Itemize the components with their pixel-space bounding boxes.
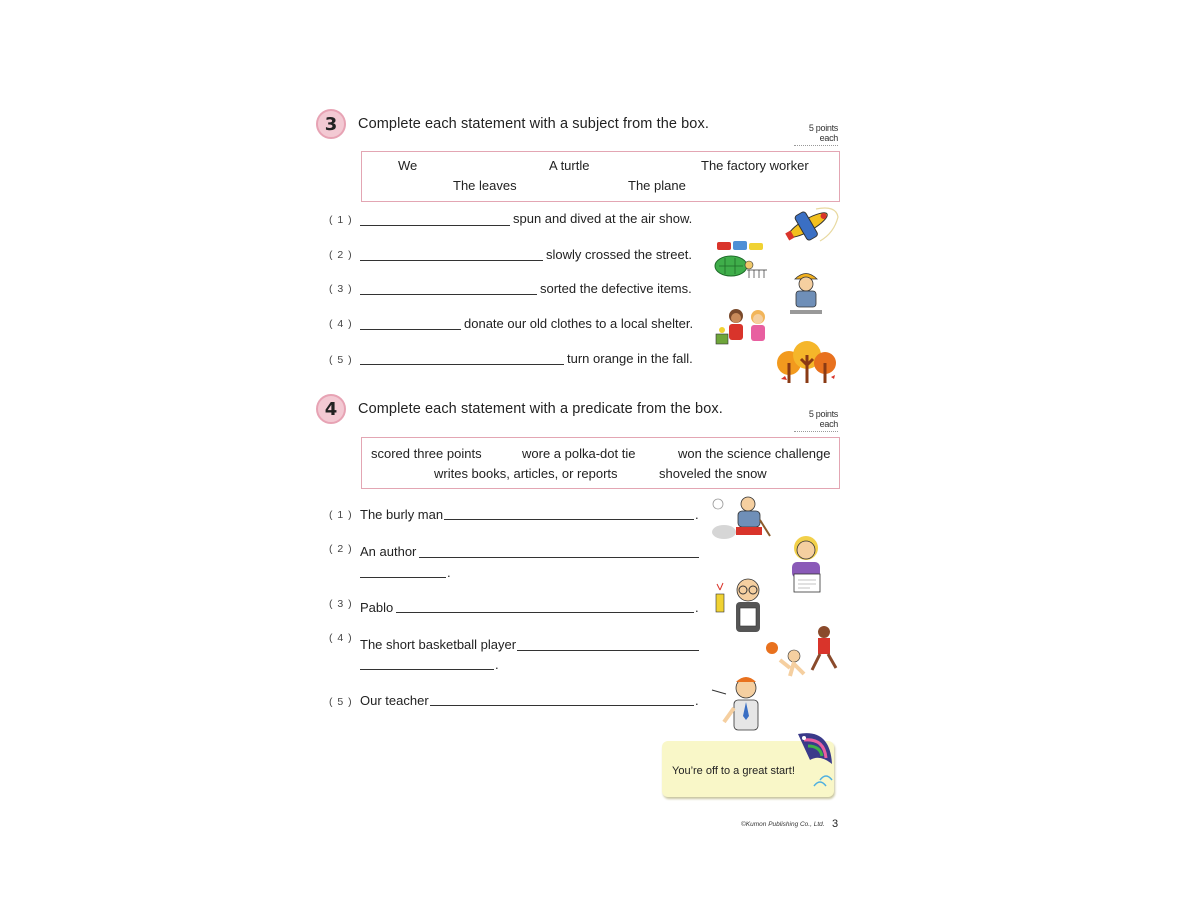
answer-blank[interactable] — [517, 650, 699, 651]
period: . — [447, 565, 451, 580]
question-number: ( 1 ) — [329, 509, 353, 521]
question-number: ( 4 ) — [329, 632, 353, 644]
box-word: We — [398, 158, 418, 173]
question-text: The burly man — [360, 507, 444, 522]
question-text: Pablo — [360, 600, 394, 615]
period: . — [695, 507, 699, 522]
author-illustration — [784, 532, 828, 596]
teacher-with-pointer-illustration — [708, 674, 768, 736]
period: . — [495, 657, 499, 672]
question-number: ( 5 ) — [329, 354, 353, 366]
predicate-word-box — [361, 437, 840, 489]
fish-mascot-illustration — [790, 724, 838, 800]
snow-shoveling-man-illustration — [708, 494, 774, 544]
box-word: wore a polka-dot tie — [522, 446, 636, 461]
question-text: donate our old clothes to a local shelter. — [464, 316, 694, 331]
answer-blank[interactable] — [360, 329, 461, 330]
box-word: A turtle — [549, 158, 590, 173]
section-4-number: 4 — [316, 394, 346, 424]
answer-blank[interactable] — [430, 705, 694, 706]
period: . — [695, 693, 699, 708]
question-number: ( 2 ) — [329, 543, 353, 555]
box-word: The factory worker — [701, 158, 809, 173]
question-text: turn orange in the fall. — [567, 351, 693, 366]
box-word: The leaves — [453, 178, 517, 193]
question-number: ( 4 ) — [329, 318, 353, 330]
autumn-trees-illustration — [775, 339, 837, 385]
turtle-crossing-illustration — [707, 238, 771, 280]
question-number: ( 2 ) — [329, 249, 353, 261]
children-donating-illustration — [712, 306, 774, 348]
period: . — [695, 600, 699, 615]
box-word: writes books, articles, or reports — [434, 466, 618, 481]
question-number: ( 3 ) — [329, 598, 353, 610]
section-4-points: 5 points each — [794, 409, 838, 432]
box-word: shoveled the snow — [659, 466, 767, 481]
section-4-instruction: Complete each statement with a predicate from the box. — [358, 401, 723, 417]
box-word: scored three points — [371, 446, 482, 461]
section-3-number: 3 — [316, 109, 346, 139]
answer-blank[interactable] — [360, 225, 510, 226]
answer-blank[interactable] — [360, 364, 564, 365]
section-3-points: 5 points each — [794, 123, 838, 146]
question-number: ( 5 ) — [329, 696, 353, 708]
answer-blank-continued[interactable] — [360, 669, 494, 670]
basketball-players-illustration — [764, 624, 840, 686]
science-challenge-boy-illustration — [712, 574, 770, 636]
question-text: sorted the defective items. — [540, 281, 692, 296]
factory-worker-illustration — [786, 266, 826, 318]
question-text: spun and dived at the air show. — [513, 211, 693, 226]
answer-blank[interactable] — [444, 519, 694, 520]
answer-blank[interactable] — [360, 294, 537, 295]
box-word: won the science challenge — [678, 446, 831, 461]
box-word: The plane — [628, 178, 686, 193]
question-number: ( 3 ) — [329, 283, 353, 295]
section-3-instruction: Complete each statement with a subject from the box. — [358, 116, 709, 132]
page-number: 3 — [832, 818, 839, 830]
answer-blank[interactable] — [360, 260, 543, 261]
question-text: The short basketball player — [360, 637, 517, 652]
copyright-notice: ©Kumon Publishing Co., Ltd. — [741, 821, 825, 828]
question-text: An author — [360, 544, 417, 559]
answer-blank[interactable] — [419, 557, 699, 558]
encouragement-text: You’re off to a great start! — [672, 765, 795, 777]
answer-blank[interactable] — [396, 612, 694, 613]
answer-blank-continued[interactable] — [360, 577, 446, 578]
question-number: ( 1 ) — [329, 214, 353, 226]
airplane-illustration — [776, 203, 840, 247]
question-text: slowly crossed the street. — [546, 247, 692, 262]
question-text: Our teacher — [360, 693, 429, 708]
